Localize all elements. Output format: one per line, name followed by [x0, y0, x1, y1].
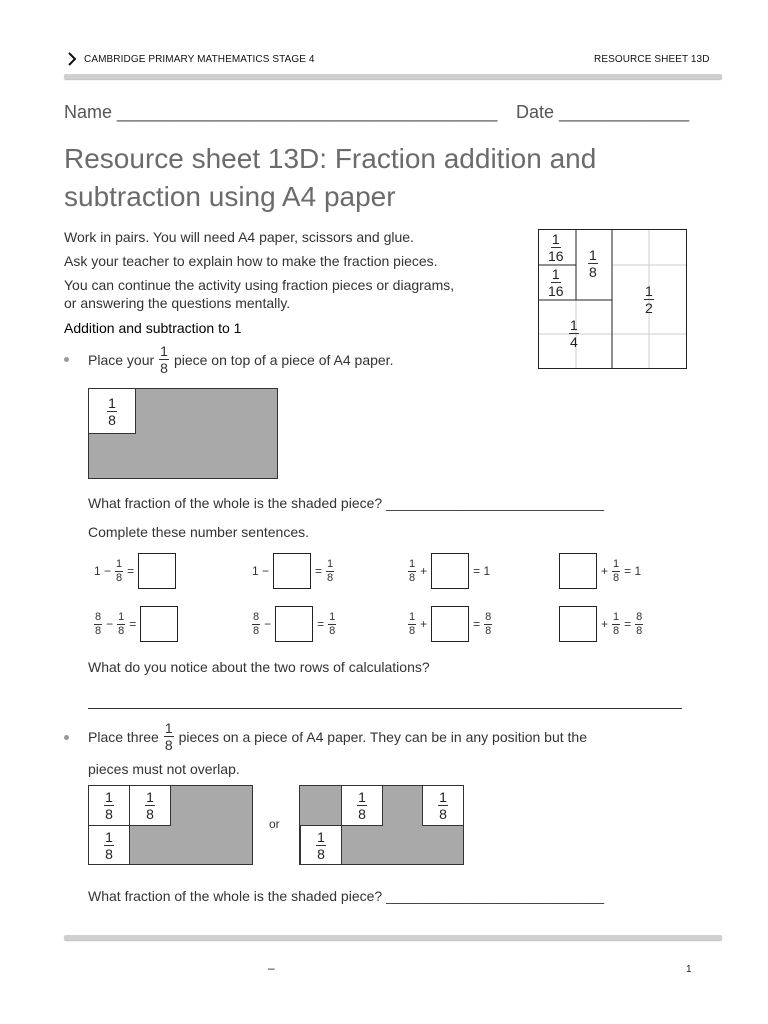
page-title-line2: subtraction using A4 paper [64, 181, 396, 212]
bullet2-text: Place three $\frac{1}{8}$ pieces on a piece of A4 paper. They can be in any position but the [88, 720, 587, 753]
sentence-r2-a: $\frac{8}{8}$ − $\frac{1}{8}$ = [94, 606, 178, 642]
eighth-label: $\frac{1}{8}$ [589, 247, 597, 280]
sentence-r1-b: 1 − = $\frac{1}{8}$ [252, 553, 334, 589]
a4-paper-diagram [88, 388, 278, 479]
section-heading: Addition and subtraction to 1 [64, 320, 242, 336]
fraction-pieces-diagram [538, 229, 687, 369]
answer-box[interactable] [138, 553, 176, 589]
answer-box[interactable] [275, 606, 313, 642]
notice-question: What do you notice about the two rows of calculations? [88, 659, 430, 675]
eighth-piece: $\frac{1}{8}$ [88, 785, 130, 826]
sentence-r2-d: + $\frac{1}{8}$ = $\frac{8}{8}$ [559, 606, 643, 642]
header-right: RESOURCE SHEET 13D [594, 54, 710, 65]
name-field: Name ______________________________________ [64, 102, 498, 122]
or-label: or [269, 817, 280, 831]
eighth-piece: $\frac{1}{8}$ [88, 388, 136, 434]
footer-dash: – [268, 961, 275, 975]
header-rule [64, 74, 722, 79]
date-field: Date _____________ [516, 102, 690, 122]
complete-prompt: Complete these number sentences. [88, 524, 310, 540]
shaded-question-2: What fraction of the whole is the shaded piece? ____________________________ [88, 888, 605, 904]
intro-line-1: Work in pairs. You will need A4 paper, scissors and glue. [64, 229, 414, 245]
quarter-label: $\frac{1}{4}$ [570, 317, 578, 350]
intro-line-4: or answering the questions mentally. [64, 295, 291, 311]
three-pieces-diagram-b [299, 785, 464, 865]
page-title-line1: Resource sheet 13D: Fraction addition and [64, 143, 597, 174]
bullet-dot-1 [64, 357, 69, 362]
answer-box[interactable] [273, 553, 311, 589]
answer-box[interactable] [431, 553, 469, 589]
sentence-r1-c: $\frac{1}{8}$ + = 1 [408, 553, 490, 589]
page-number: 1 [686, 964, 692, 975]
eighth-piece: $\frac{1}{8}$ [422, 785, 464, 826]
half-label: $\frac{1}{2}$ [645, 283, 653, 316]
answer-box[interactable] [140, 606, 178, 642]
intro-line-2: Ask your teacher to explain how to make the fraction pieces. [64, 253, 438, 269]
bullet2-text-line2: pieces must not overlap. [88, 761, 240, 777]
answer-line[interactable] [88, 708, 682, 709]
eighth-piece: $\frac{1}{8}$ [300, 825, 342, 865]
sentence-r1-a: 1 − $\frac{1}{8}$ = [94, 553, 176, 589]
sentence-r1-d: + $\frac{1}{8}$ = 1 [559, 553, 641, 589]
sentence-r2-b: $\frac{8}{8}$ − = $\frac{1}{8}$ [252, 606, 336, 642]
sixteenth-label-top: $\frac{1}{16}$ [548, 231, 564, 264]
header-chevron-icon [66, 52, 78, 66]
bullet1-fraction: $\frac{1}{8}$ [160, 343, 168, 376]
eighth-piece: $\frac{1}{8}$ [88, 825, 130, 865]
bullet-dot-2 [64, 735, 69, 740]
intro-line-3: You can continue the activity using fraction pieces or diagrams, [64, 277, 455, 293]
shaded-question-1: What fraction of the whole is the shaded piece? ____________________________ [88, 495, 605, 511]
eighth-piece: $\frac{1}{8}$ [341, 785, 383, 826]
three-pieces-diagram-a [88, 785, 253, 865]
footer-rule [64, 935, 722, 940]
answer-box[interactable] [559, 553, 597, 589]
bullet2-fraction: $\frac{1}{8}$ [164, 720, 173, 753]
sixteenth-label-bottom: $\frac{1}{16}$ [548, 266, 564, 299]
bullet1-text: Place your $\frac{1}{8}$ piece on top of a piece of A4 paper. [88, 343, 394, 376]
sentence-r2-c: $\frac{1}{8}$ + = $\frac{8}{8}$ [408, 606, 492, 642]
answer-box[interactable] [559, 606, 597, 642]
answer-box[interactable] [431, 606, 469, 642]
header-left: CAMBRIDGE PRIMARY MATHEMATICS STAGE 4 [84, 54, 315, 65]
eighth-piece: $\frac{1}{8}$ [129, 785, 171, 826]
